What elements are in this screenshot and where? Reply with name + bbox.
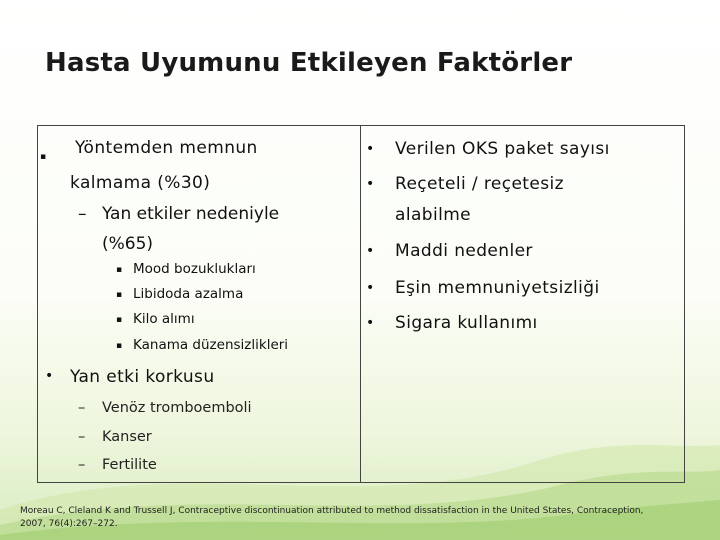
bullet: ▪ [40,152,47,162]
dash-marker: – [78,400,86,416]
column-divider [360,125,361,483]
sub-item-fertility: Fertilite [102,457,157,473]
right-item-smoking: Sigara kullanımı [395,313,538,333]
slide-title: Hasta Uyumunu Etkileyen Faktörler [45,48,573,78]
citation [20,505,680,531]
sub-item-mood: Mood bozuklukları [133,261,256,277]
bullet: ▪ [116,265,123,275]
left-sub-1-line-2: (%65) [102,234,154,254]
bullet: • [45,368,54,384]
bullet: ▪ [116,315,123,325]
right-item-package-count: Verilen OKS paket sayısı [395,139,610,159]
sub-item-weight: Kilo alımı [133,311,195,327]
bullet: ▪ [116,290,123,300]
right-item-partner: Eşin memnuniyetsizliği [395,278,600,298]
dash-marker: – [78,204,87,224]
dash-marker: – [78,457,86,473]
bullet: ▪ [116,341,123,351]
dash-marker: – [78,429,86,445]
right-item-prescription: Reçeteli / reçetesiz [395,174,564,194]
sub-item-cancer: Kanser [102,429,152,445]
sub-item-bleeding: Kanama düzensizlikleri [133,337,289,353]
citation-line-1: Moreau C, Cleland K and Trussell J, Contraceptive discontinuation attributed to method dissatisfaction in the United States, Contraception, [20,506,644,516]
left-item-2: Yan etki korkusu [70,367,215,387]
bullet: • [366,141,375,157]
bullet: • [366,315,375,331]
left-item-1-line-2: kalmama (%30) [70,173,211,193]
sub-item-vte: Venöz tromboemboli [102,400,252,416]
left-sub-1-line-1: Yan etkiler nedeniyle [102,204,280,224]
right-item-financial: Maddi nedenler [395,241,533,261]
bullet: • [366,280,375,296]
bullet: • [366,176,375,192]
bullet: • [366,243,375,259]
sub-item-libido: Libidoda azalma [133,286,244,302]
left-item-1-line-1: Yöntemden memnun [75,138,258,158]
right-item-prescription-cont: alabilme [395,205,472,225]
citation-line-2: 2007, 76(4):267–272. [20,519,118,529]
